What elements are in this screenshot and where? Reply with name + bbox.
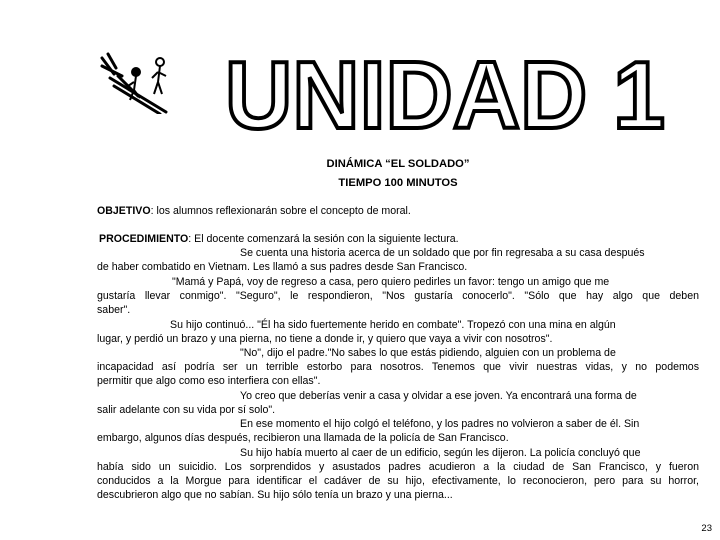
story-line: descubrieron algo que no sabían. Su hijo sólo tenía un brazo y una pierna...: [97, 489, 453, 501]
story-line: había sido un suicidio. Los sorprendidos y asustados padres acudieron a la ciudad de San Francisco, y fueron: [97, 461, 699, 473]
objetivo-text: : los alumnos reflexionarán sobre el concepto de moral.: [150, 205, 411, 217]
story-line: lugar, y perdió un brazo y una pierna, no tiene a donde ir, y quiero que vaya a vivir con nosotros".: [97, 333, 553, 345]
story-line: En ese momento el hijo colgó el teléfono, y los padres no volvieron a saber de él. Sin: [240, 418, 640, 430]
story-line: embargo, algunos días después, recibieron una llamada de la policía de San Francisco.: [97, 432, 509, 444]
unit-title-text: UNIDAD 1: [225, 42, 665, 135]
story-line: conducidos a la Morgue para identificar el cadáver de su hijo, efectivamente, lo reconocieron, pero para su horror,: [97, 475, 699, 487]
story-line: Su hijo continuó... "Él ha sido fuertemente herido en combate". Tropezó con una mina en algún: [170, 319, 616, 331]
story-line: permitir que algo como eso interfiera con ellas".: [97, 375, 321, 387]
page-number: 23: [701, 523, 712, 534]
objetivo-label: OBJETIVO: [97, 205, 151, 217]
story-line: gustaría llevar conmigo". "Seguro", le respondieron, "Nos gustaría conocerlo". "Sólo que hay algo que deben: [97, 290, 699, 302]
soldier-figures-logo-icon: [100, 52, 180, 114]
procedimiento-label: PROCEDIMIENTO: [99, 233, 189, 245]
objetivo-paragraph: [97, 205, 699, 218]
dinamica-heading: DINÁMICA “EL SOLDADO”: [326, 158, 470, 170]
story-line: salir adelante con su vida por sí solo".: [97, 404, 276, 416]
story-line: incapacidad así podría ser un terrible estorbo para nosotros. Tenemos que vivir nuestras vidas, y no podemos: [97, 361, 699, 373]
story-line: Se cuenta una historia acerca de un soldado que por fin regresaba a su casa después: [240, 247, 645, 259]
story-line: de haber combatido en Vietnam. Les llamó a sus padres desde San Francisco.: [97, 261, 468, 273]
story-line: "No", dijo el padre."No sabes lo que estás pidiendo, alguien con un problema de: [240, 347, 616, 359]
procedimiento-text: : El docente comenzará la sesión con la siguiente lectura.: [188, 233, 459, 245]
procedimiento-paragraph: [99, 233, 701, 246]
story-line: saber".: [97, 304, 131, 316]
story-line: Yo creo que deberías venir a casa y olvidar a ese joven. Ya encontrará una forma de: [240, 390, 637, 402]
unit-title: [220, 10, 670, 135]
story-line: Su hijo había muerto al caer de un edificio, según les dijeron. La policía concluyó que: [240, 447, 641, 459]
story-line: "Mamá y Papá, voy de regreso a casa, pero quiero pedirles un favor: tengo un amigo que me: [172, 276, 610, 288]
tiempo-heading: TIEMPO 100 MINUTOS: [338, 177, 458, 189]
